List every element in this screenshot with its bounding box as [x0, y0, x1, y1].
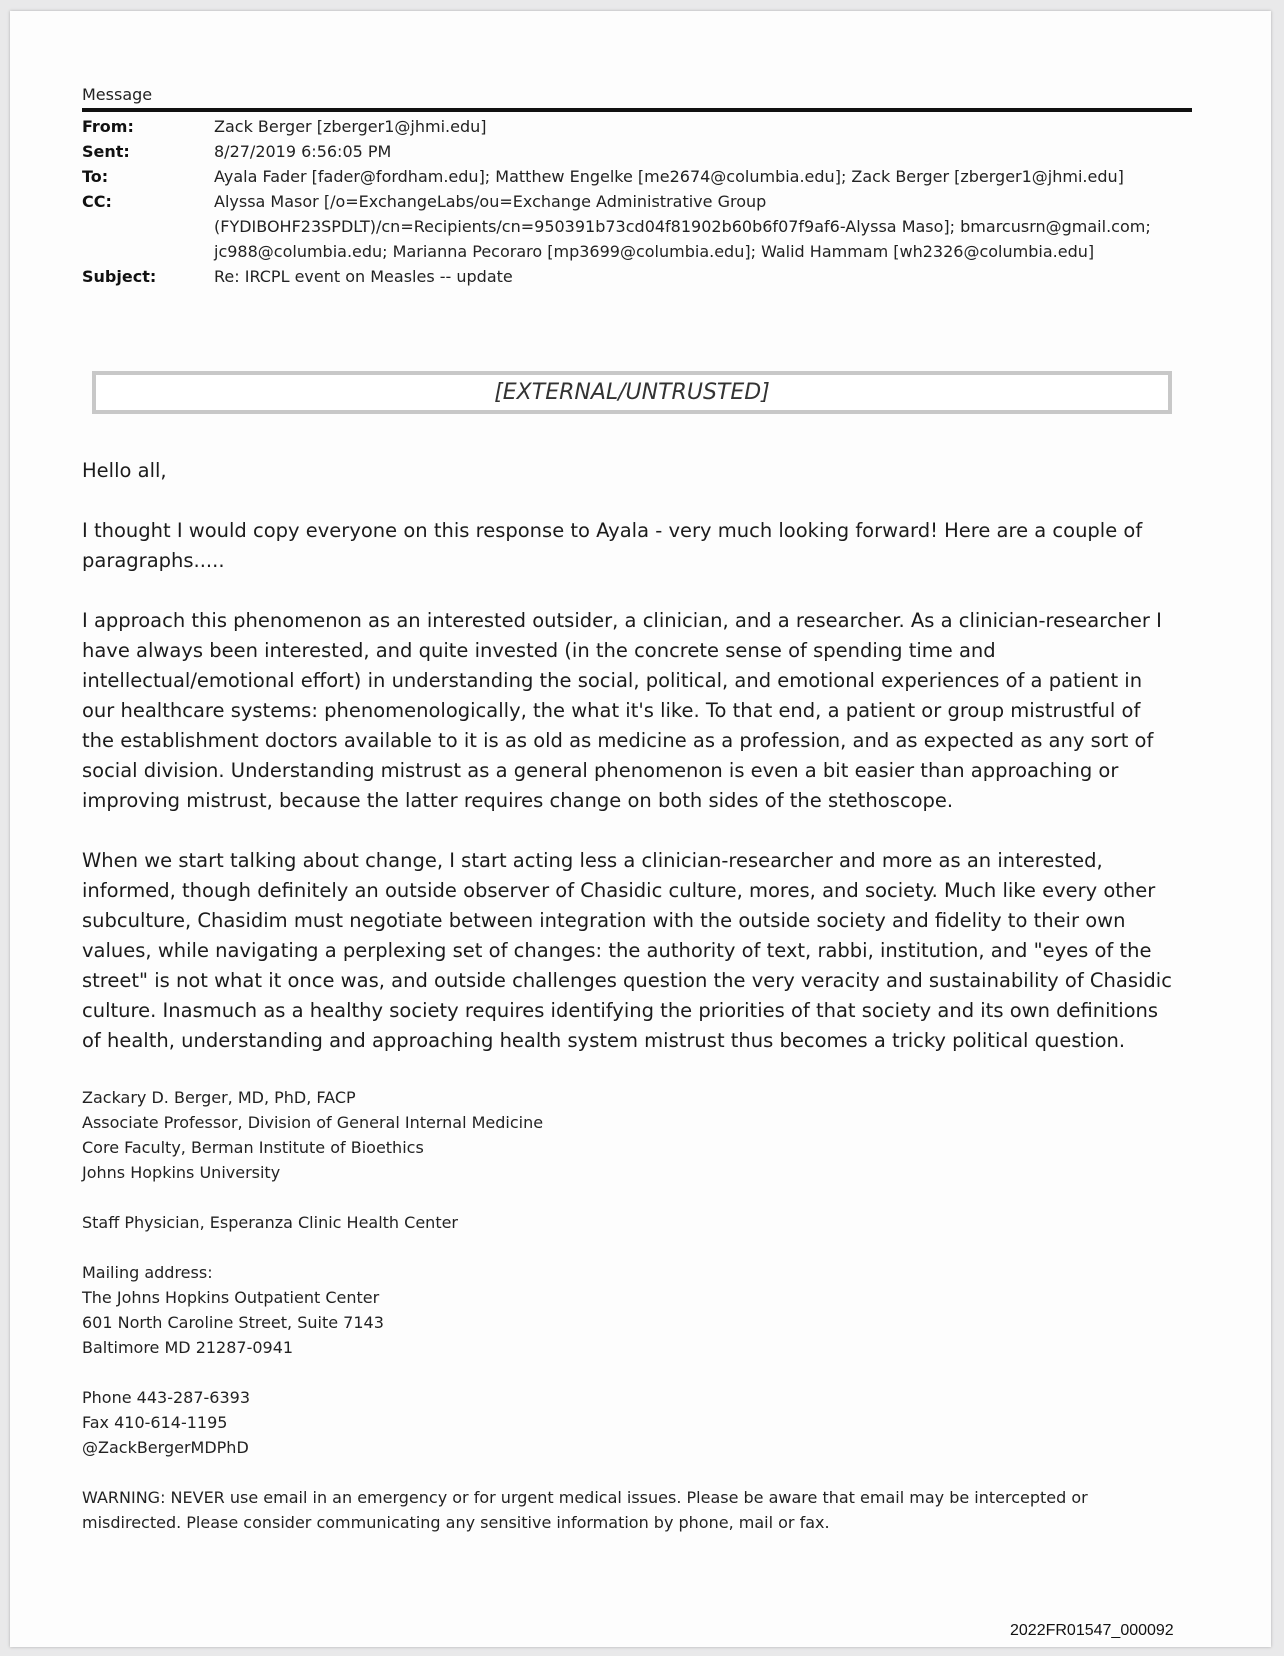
signature-title-block: [82, 1085, 1192, 1185]
warning-line: misdirected. Please consider communicating any sensitive information by phone, mail or fax.: [82, 1513, 830, 1532]
message-section-label: Message: [82, 85, 153, 104]
body-line: I approach this phenomenon as an interested outsider, a clinician, and a researcher. As a clinician-researcher I: [82, 609, 1162, 632]
cc-row: [82, 189, 1192, 264]
body-line: informed, though definitely an outside observer of Chasidic culture, mores, and society. Much like every other: [82, 879, 1156, 902]
document-id: 2022FR01547_000092: [1010, 1622, 1174, 1639]
sent-value: 8/27/2019 6:56:05 PM: [214, 142, 392, 161]
signature-fax: Fax 410-614-1195: [82, 1413, 228, 1432]
email-header: [82, 114, 1192, 289]
body-line: our healthcare systems: phenomenologically, the what it's like. To that end, a patient or group mistrustful of: [82, 699, 1141, 722]
signature-line: Associate Professor, Division of General Internal Medicine: [82, 1113, 544, 1132]
email-signature: [82, 1085, 1192, 1560]
paragraph-intro: [82, 516, 1192, 576]
cc-label: CC:: [82, 192, 112, 211]
to-label: To:: [82, 167, 109, 186]
to-row: [82, 164, 1192, 189]
body-line: When we start talking about change, I start acting less a clinician-researcher and more as an interested,: [82, 849, 1103, 872]
signature-line: 601 North Caroline Street, Suite 7143: [82, 1313, 384, 1332]
from-value: Zack Berger [zberger1@jhmi.edu]: [214, 117, 487, 136]
body-line: improving mistrust, because the latter requires change on both sides of the stethoscope.: [82, 789, 954, 812]
sent-row: [82, 139, 1192, 164]
subject-value: Re: IRCPL event on Measles -- update: [214, 267, 513, 286]
signature-line: Core Faculty, Berman Institute of Bioethics: [82, 1138, 424, 1157]
subject-label: Subject:: [82, 267, 157, 286]
signature-line: Staff Physician, Esperanza Clinic Health Center: [82, 1213, 459, 1232]
greeting: [82, 456, 1192, 486]
sent-label: Sent:: [82, 142, 130, 161]
external-untrusted-banner: [EXTERNAL/UNTRUSTED]: [92, 371, 1172, 414]
paragraph-change: [82, 846, 1192, 1056]
header-divider: [82, 108, 1192, 112]
body-line: culture. Inasmuch as a healthy society requires identifying the priorities of that society and its own definitions: [82, 999, 1159, 1022]
body-line: subculture, Chasidim must negotiate between integration with the outside society and fidelity to their own: [82, 909, 1126, 932]
from-label: From:: [82, 117, 134, 136]
greeting-text: Hello all,: [82, 459, 167, 482]
from-row: [82, 114, 1192, 139]
signature-line: Baltimore MD 21287-0941: [82, 1338, 294, 1357]
body-line: paragraphs.....: [82, 549, 225, 572]
body-line: street" is not what it once was, and outside challenges question the very veracity and sustainability of Chasidic: [82, 969, 1172, 992]
signature-name: Zackary D. Berger, MD, PhD, FACP: [82, 1088, 356, 1107]
signature-address-block: [82, 1260, 1192, 1360]
subject-row: [82, 264, 1192, 289]
cc-value: [214, 189, 1192, 264]
signature-line: Mailing address:: [82, 1263, 213, 1282]
cc-line: Alyssa Masor [/o=ExchangeLabs/ou=Exchange Administrative Group: [214, 192, 767, 211]
body-line: of health, understanding and approaching health system mistrust thus becomes a tricky political question.: [82, 1029, 1126, 1052]
cc-line: jc988@columbia.edu; Marianna Pecoraro [mp3699@columbia.edu]; Walid Hammam [wh2326@columbia.edu]: [214, 242, 1095, 261]
email-body: [82, 456, 1192, 1086]
paragraph-approach: [82, 606, 1192, 816]
body-line: intellectual/emotional effort) in understanding the social, political, and emotional experiences of a patient in: [82, 669, 1143, 692]
body-line: social division. Understanding mistrust as a general phenomenon is even a bit easier than approaching or: [82, 759, 1119, 782]
signature-handle: @ZackBergerMDPhD: [82, 1438, 249, 1457]
cc-line: (FYDIBOHF23SPDLT)/cn=Recipients/cn=950391b73cd04f81902b60b6f07f9af6-Alyssa Maso]; bmarcusrn@gmail.com;: [214, 217, 1151, 236]
to-value: Ayala Fader [fader@fordham.edu]; Matthew Engelke [me2674@columbia.edu]; Zack Berger [zberger1@jhmi.edu]: [214, 167, 1124, 186]
signature-contact-block: [82, 1385, 1192, 1460]
warning-notice: [82, 1485, 1192, 1535]
body-line: have always been interested, and quite invested (in the concrete sense of spending time and: [82, 639, 996, 662]
body-line: values, while navigating a perplexing set of changes: the authority of text, rabbi, institution, and "eyes of the: [82, 939, 1152, 962]
warning-line: WARNING: NEVER use email in an emergency or for urgent medical issues. Please be aware that email may be intercepted or: [82, 1488, 1088, 1507]
signature-clinic-block: [82, 1210, 1192, 1235]
signature-line: Johns Hopkins University: [82, 1163, 281, 1182]
signature-line: The Johns Hopkins Outpatient Center: [82, 1288, 380, 1307]
body-line: I thought I would copy everyone on this response to Ayala - very much looking forward! Here are a couple of: [82, 519, 1143, 542]
body-line: the establishment doctors available to it is as old as medicine as a profession, and as expected as any sort of: [82, 729, 1154, 752]
signature-phone: Phone 443-287-6393: [82, 1388, 250, 1407]
